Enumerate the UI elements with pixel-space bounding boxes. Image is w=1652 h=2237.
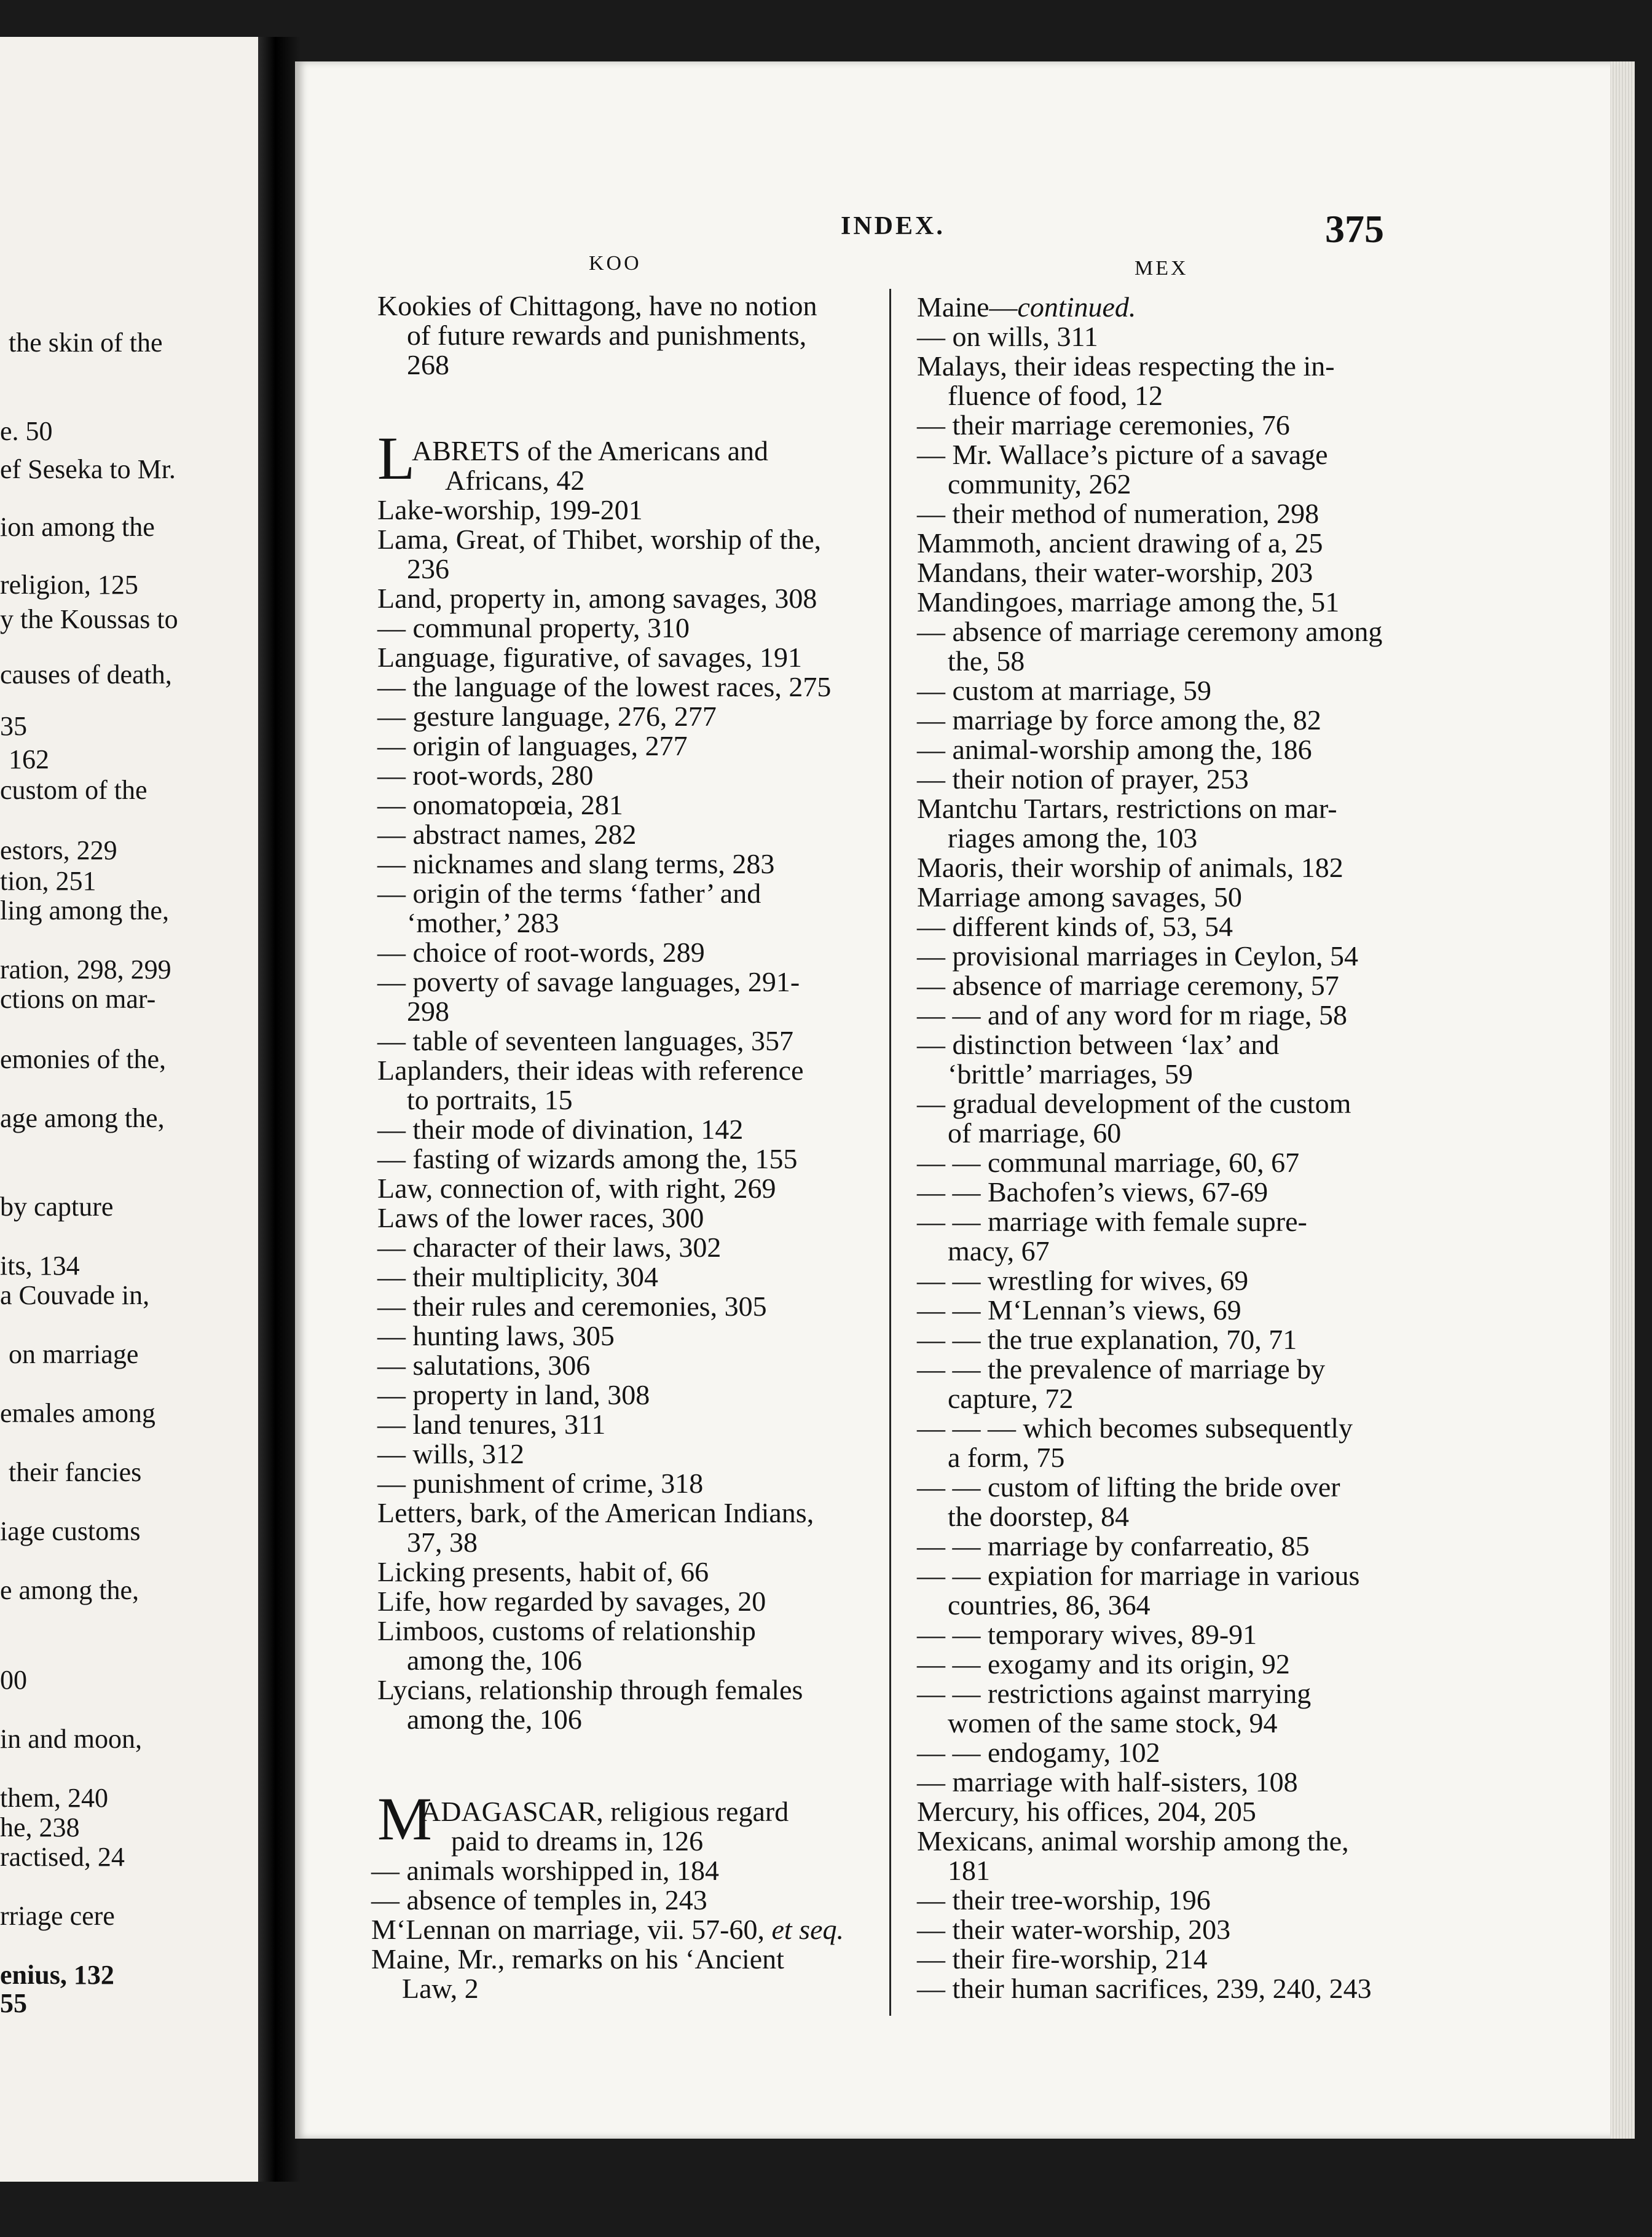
index-entry: — — expiation for marriage in various: [917, 1560, 1360, 1591]
index-entry: — fasting of wizards among the, 155: [377, 1143, 798, 1174]
index-entry: Letters, bark, of the American Indians,: [377, 1497, 814, 1528]
index-entry: — — Bachofen’s views, 67-69: [917, 1176, 1268, 1208]
index-entry: Lycians, relationship through females: [377, 1674, 803, 1705]
index-entry: — salutations, 306: [377, 1350, 591, 1381]
page-edge: [1610, 61, 1635, 2139]
left-fragment: a Couvade in,: [0, 1280, 150, 1310]
index-entry: — absence of temples in, 243: [371, 1884, 707, 1916]
left-fragment: them, 240: [0, 1783, 108, 1813]
index-entry: ABRETS of the Americans and: [412, 435, 769, 466]
column-divider: [889, 289, 891, 2016]
index-entry: — — M‘Lennan’s views, 69: [917, 1294, 1241, 1326]
left-fragment: 162: [9, 744, 49, 774]
index-entry: the, 58: [948, 645, 1025, 677]
left-fragment: e among the,: [0, 1575, 140, 1605]
left-fragment: their fancies: [9, 1457, 142, 1487]
left-fragment: religion, 125: [0, 570, 138, 600]
index-entry: 37, 38: [407, 1527, 478, 1558]
index-entry: — gesture language, 276, 277: [377, 701, 717, 732]
left-fragment: e. 50: [0, 416, 53, 446]
left-fragment: enius, 132: [0, 1960, 114, 1990]
index-entry: community, 262: [948, 468, 1131, 500]
left-fragment: ef Seseka to Mr.: [0, 454, 176, 484]
index-entry: — animals worshipped in, 184: [371, 1855, 719, 1886]
left-fragment: estors, 229: [0, 835, 117, 865]
index-entry: Lake-worship, 199-201: [377, 494, 643, 525]
index-entry: — custom at marriage, 59: [917, 675, 1212, 706]
index-entry: women of the same stock, 94: [948, 1707, 1278, 1739]
index-entry: 298: [407, 996, 449, 1027]
index-entry: — communal property, 310: [377, 612, 690, 643]
index-entry: Maoris, their worship of animals, 182: [917, 852, 1343, 883]
index-entry: of future rewards and punishments,: [407, 320, 807, 351]
index-entry: — their multiplicity, 304: [377, 1261, 658, 1292]
index-entry: — their notion of prayer, 253: [917, 763, 1249, 795]
index-entry: to portraits, 15: [407, 1084, 573, 1115]
index-entry: — on wills, 311: [917, 321, 1098, 352]
index-entry: — onomatopœia, 281: [377, 789, 623, 820]
index-entry: — hunting laws, 305: [377, 1320, 615, 1351]
index-entry: — marriage with half-sisters, 108: [917, 1766, 1298, 1798]
index-entry-text: Maine—: [917, 291, 1018, 323]
index-entry: Life, how regarded by savages, 20: [377, 1586, 766, 1617]
index-entry: 236: [407, 553, 449, 584]
index-entry: of marriage, 60: [948, 1117, 1122, 1149]
index-entry: — choice of root-words, 289: [377, 937, 705, 968]
left-fragment: 35: [0, 711, 27, 741]
index-entry: — — the prevalence of marriage by: [917, 1353, 1326, 1385]
index-entry: Malays, their ideas respecting the in-: [917, 350, 1335, 382]
index-entry: [917, 293, 1136, 322]
index-entry: — nicknames and slang terms, 283: [377, 848, 775, 879]
index-entry: Mercury, his offices, 204, 205: [917, 1796, 1256, 1827]
index-entry: Marriage among savages, 50: [917, 881, 1242, 913]
index-entry-italic: continued.: [1017, 291, 1136, 323]
index-entry: capture, 72: [948, 1383, 1074, 1414]
index-entry: ADAGASCAR, religious regard: [420, 1796, 789, 1827]
index-entry: Africans, 42: [445, 465, 585, 496]
index-entry: fluence of food, 12: [948, 380, 1163, 411]
index-entry: — abstract names, 282: [377, 819, 637, 850]
index-entry: — animal-worship among the, 186: [917, 734, 1312, 765]
left-fragment: ion among the: [0, 512, 155, 542]
index-entry: — distinction between ‘lax’ and: [917, 1029, 1280, 1060]
index-entry: among the, 106: [407, 1645, 582, 1676]
index-entry: 268: [407, 349, 449, 380]
index-entry: — — marriage with female supre-: [917, 1206, 1307, 1237]
index-entry: Laws of the lower races, 300: [377, 1202, 704, 1233]
left-fragment: 55: [0, 1988, 27, 2018]
left-fragment: on marriage: [9, 1339, 139, 1369]
left-guide-word: KOO: [589, 252, 642, 275]
index-entry: — Mr. Wallace’s picture of a savage: [917, 439, 1328, 470]
index-entry: Licking presents, habit of, 66: [377, 1556, 709, 1587]
index-entry: Lama, Great, of Thibet, worship of the,: [377, 524, 822, 555]
index-entry: — — restrictions against marrying: [917, 1678, 1312, 1709]
index-entry: Laplanders, their ideas with reference: [377, 1055, 804, 1086]
index-entry: — origin of languages, 277: [377, 730, 688, 761]
left-fragment: emonies of the,: [0, 1044, 167, 1074]
index-entry: — — — which becomes subsequently: [917, 1412, 1353, 1444]
index-entry: riages among the, 103: [948, 822, 1198, 854]
index-entry: — — endogamy, 102: [917, 1737, 1160, 1768]
index-entry: — table of seventeen languages, 357: [377, 1025, 793, 1056]
dropcap-m: M: [377, 1785, 432, 1853]
index-entry: Land, property in, among savages, 308: [377, 583, 817, 614]
index-entry: — wills, 312: [377, 1438, 524, 1469]
index-entry: — property in land, 308: [377, 1379, 650, 1410]
index-entry: — absence of marriage ceremony, 57: [917, 970, 1339, 1001]
running-head: INDEX.: [841, 212, 945, 240]
left-fragment: age among the,: [0, 1103, 165, 1133]
left-fragment: y the Koussas to: [0, 604, 178, 634]
index-entry: — absence of marriage ceremony among: [917, 616, 1383, 647]
left-fragment: ling among the,: [0, 895, 169, 926]
index-entry: — — custom of lifting the bride over: [917, 1471, 1340, 1503]
left-fragment: causes of death,: [0, 659, 172, 690]
index-entry: — — marriage by confarreatio, 85: [917, 1530, 1310, 1562]
left-fragment: tion, 251: [0, 866, 96, 896]
left-fragment: ration, 298, 299: [0, 954, 171, 985]
left-fragment: custom of the: [0, 775, 148, 805]
index-entry: Law, connection of, with right, 269: [377, 1173, 776, 1204]
index-entry: — — the true explanation, 70, 71: [917, 1324, 1297, 1355]
index-entry: among the, 106: [407, 1704, 582, 1735]
index-entry: Language, figurative, of savages, 191: [377, 642, 803, 673]
index-entry: — their tree-worship, 196: [917, 1884, 1211, 1916]
index-entry: — — exogamy and its origin, 92: [917, 1648, 1290, 1680]
index-entry-text: M‘Lennan on marriage, vii. 57-60,: [371, 1914, 772, 1945]
index-entry: Mandans, their water-worship, 203: [917, 557, 1313, 588]
left-fragment: iage customs: [0, 1516, 141, 1546]
left-fragment: its, 134: [0, 1251, 80, 1281]
index-entry-italic: et seq.: [771, 1914, 844, 1945]
left-fragment: 00: [0, 1665, 27, 1695]
index-entry: [371, 1915, 844, 1944]
left-page: [0, 37, 270, 2182]
index-entry: — origin of the terms ‘father’ and: [377, 878, 761, 909]
index-entry: a form, 75: [948, 1442, 1065, 1473]
index-entry: — punishment of crime, 318: [377, 1468, 704, 1499]
index-entry: — their mode of divination, 142: [377, 1114, 744, 1145]
index-entry: 181: [948, 1855, 990, 1886]
dropcap-l: L: [377, 424, 415, 492]
left-fragment: by capture: [0, 1192, 114, 1222]
index-entry: — their rules and ceremonies, 305: [377, 1291, 767, 1322]
index-entry: Mandingoes, marriage among the, 51: [917, 586, 1340, 618]
index-entry: paid to dreams in, 126: [451, 1825, 704, 1857]
index-entry: — the language of the lowest races, 275: [377, 671, 832, 702]
index-entry: — poverty of savage languages, 291-: [377, 966, 800, 997]
index-entry: macy, 67: [948, 1235, 1050, 1267]
index-entry: — — temporary wives, 89-91: [917, 1619, 1257, 1650]
index-entry: — character of their laws, 302: [377, 1232, 722, 1263]
index-entry: — — wrestling for wives, 69: [917, 1265, 1249, 1296]
index-entry: Limboos, customs of relationship: [377, 1615, 756, 1646]
index-entry: — their fire-worship, 214: [917, 1943, 1208, 1975]
index-entry: — their water-worship, 203: [917, 1914, 1231, 1945]
index-entry: Maine, Mr., remarks on his ‘Ancient: [371, 1943, 784, 1975]
left-fragment: emales among: [0, 1398, 155, 1428]
index-entry: — gradual development of the custom: [917, 1088, 1351, 1119]
index-entry: — marriage by force among the, 82: [917, 704, 1321, 736]
index-entry: — root-words, 280: [377, 760, 594, 791]
index-entry: — different kinds of, 53, 54: [917, 911, 1233, 942]
page-number: 375: [1325, 207, 1384, 251]
index-entry: — their human sacrifices, 239, 240, 243: [917, 1973, 1372, 2004]
left-fragment: in and moon,: [0, 1724, 142, 1754]
left-fragment: he, 238: [0, 1812, 80, 1842]
index-entry: the doorstep, 84: [948, 1501, 1130, 1532]
index-entry: countries, 86, 364: [948, 1589, 1150, 1621]
index-entry: Mexicans, animal worship among the,: [917, 1825, 1349, 1857]
index-entry: Mantchu Tartars, restrictions on mar-: [917, 793, 1337, 824]
index-entry: — — communal marriage, 60, 67: [917, 1147, 1300, 1178]
left-fragment: the skin of the: [9, 328, 163, 358]
index-entry: — land tenures, 311: [377, 1409, 606, 1440]
index-entry: — their marriage ceremonies, 76: [917, 409, 1290, 441]
index-entry: Kookies of Chittagong, have no notion: [377, 290, 817, 321]
left-fragment: ractised, 24: [0, 1842, 125, 1872]
index-entry: — their method of numeration, 298: [917, 498, 1320, 529]
index-entry: ‘brittle’ marriages, 59: [948, 1058, 1193, 1090]
index-entry: — provisional marriages in Ceylon, 54: [917, 940, 1358, 972]
index-entry: ‘mother,’ 283: [407, 907, 559, 938]
left-fragment: ctions on mar-: [0, 984, 156, 1014]
index-entry: Mammoth, ancient drawing of a, 25: [917, 527, 1323, 559]
index-entry: — — and of any word for m riage, 58: [917, 999, 1348, 1031]
left-fragment: rriage cere: [0, 1901, 115, 1931]
index-entry: Law, 2: [402, 1973, 479, 2004]
right-guide-word: MEX: [1135, 257, 1189, 280]
